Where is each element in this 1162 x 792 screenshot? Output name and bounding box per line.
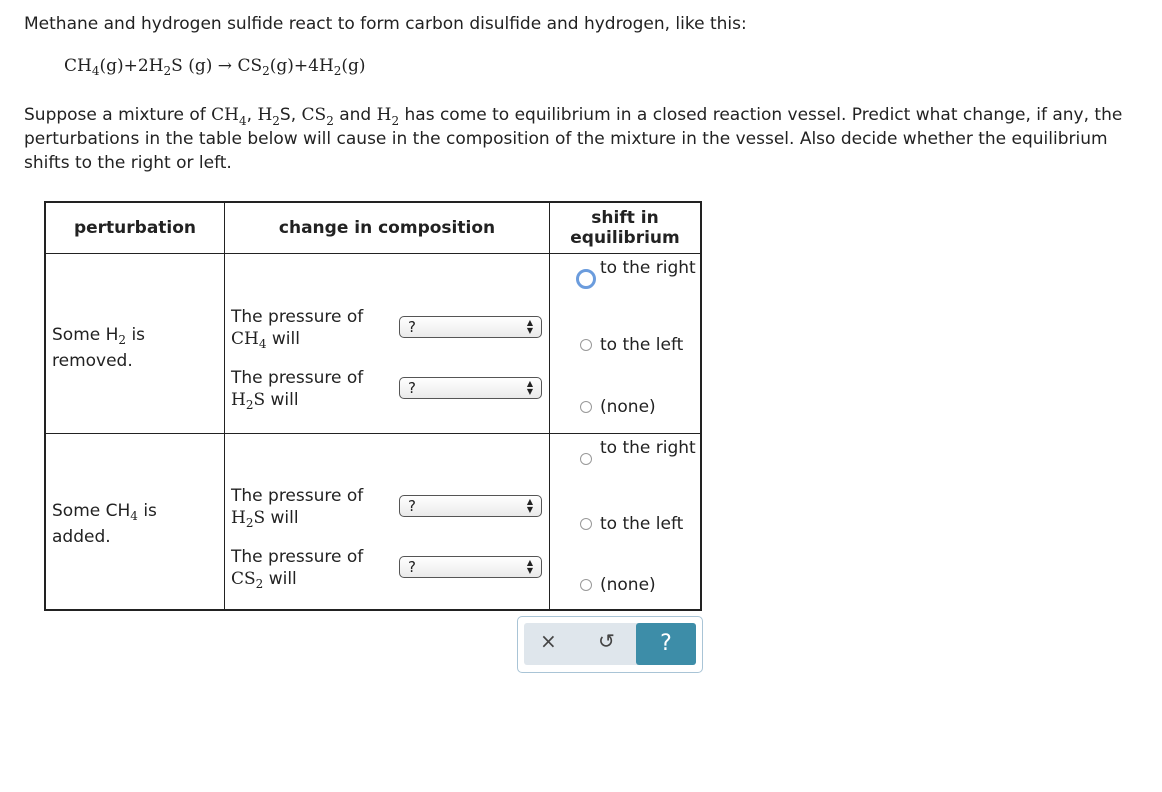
shift-cell: to the right to the left (none) [550,254,702,434]
question-text: Suppose a mixture of $CH_4$, $H_2S$, $CS_2$ and $H_2$ has come to equilibrium in a closed reaction vessel. Predict what change, if any, the perturbations in the table below will cause in the composition of the mixture in the vessel. Also decide whether the equilibrium shifts to the right or left. [24,105,1123,173]
change-label: The pressure of $H_2S$ will [231,486,364,530]
reaction-equation: $CH_4(g)+2H_2S$ $(g) \to CS_2(g)+4H_2(g)$ [64,56,366,78]
select-arrows-icon: ▲ ▼ [526,318,533,335]
change-label: The pressure of $H_2S$ will [231,368,364,412]
perturbation-label: Some $H_2$ is removed. [52,325,146,371]
change-label: The pressure of $CS_2$ will [231,547,364,591]
intro-text: Methane and hydrogen sulfide react to form carbon disulfide and hydrogen, like this: [24,14,747,34]
header-shift: shift in equilibrium [550,202,702,254]
change-select[interactable]: ? ▲ ▼ [399,377,542,399]
undo-icon[interactable]: ↺ [598,629,615,653]
header-perturbation: perturbation [45,202,225,254]
select-arrows-icon: ▲ ▼ [526,497,533,514]
perturbation-cell [45,254,225,434]
perturbation-label: Some $CH_4$ is added. [52,501,157,547]
header-change: change in composition [225,202,550,254]
change-label: The pressure of $CH_4$ will [231,307,364,351]
select-arrows-icon: ▲ ▼ [526,558,533,575]
help-button[interactable]: ? [636,623,696,665]
table-row [45,434,701,610]
table-row [45,254,701,434]
select-arrows-icon: ▲ ▼ [526,379,533,396]
change-select[interactable]: ? ▲ ▼ [399,316,542,338]
shift-cell: to the right to the left (none) [550,434,702,610]
change-select[interactable]: ? ▲ ▼ [399,556,542,578]
change-select[interactable]: ? ▲ ▼ [399,495,542,517]
change-cell [225,254,550,434]
clear-icon[interactable]: × [540,629,557,653]
perturbation-cell [45,434,225,610]
perturbation-table [44,201,702,611]
answer-toolbar [517,616,703,673]
change-cell [225,434,550,610]
